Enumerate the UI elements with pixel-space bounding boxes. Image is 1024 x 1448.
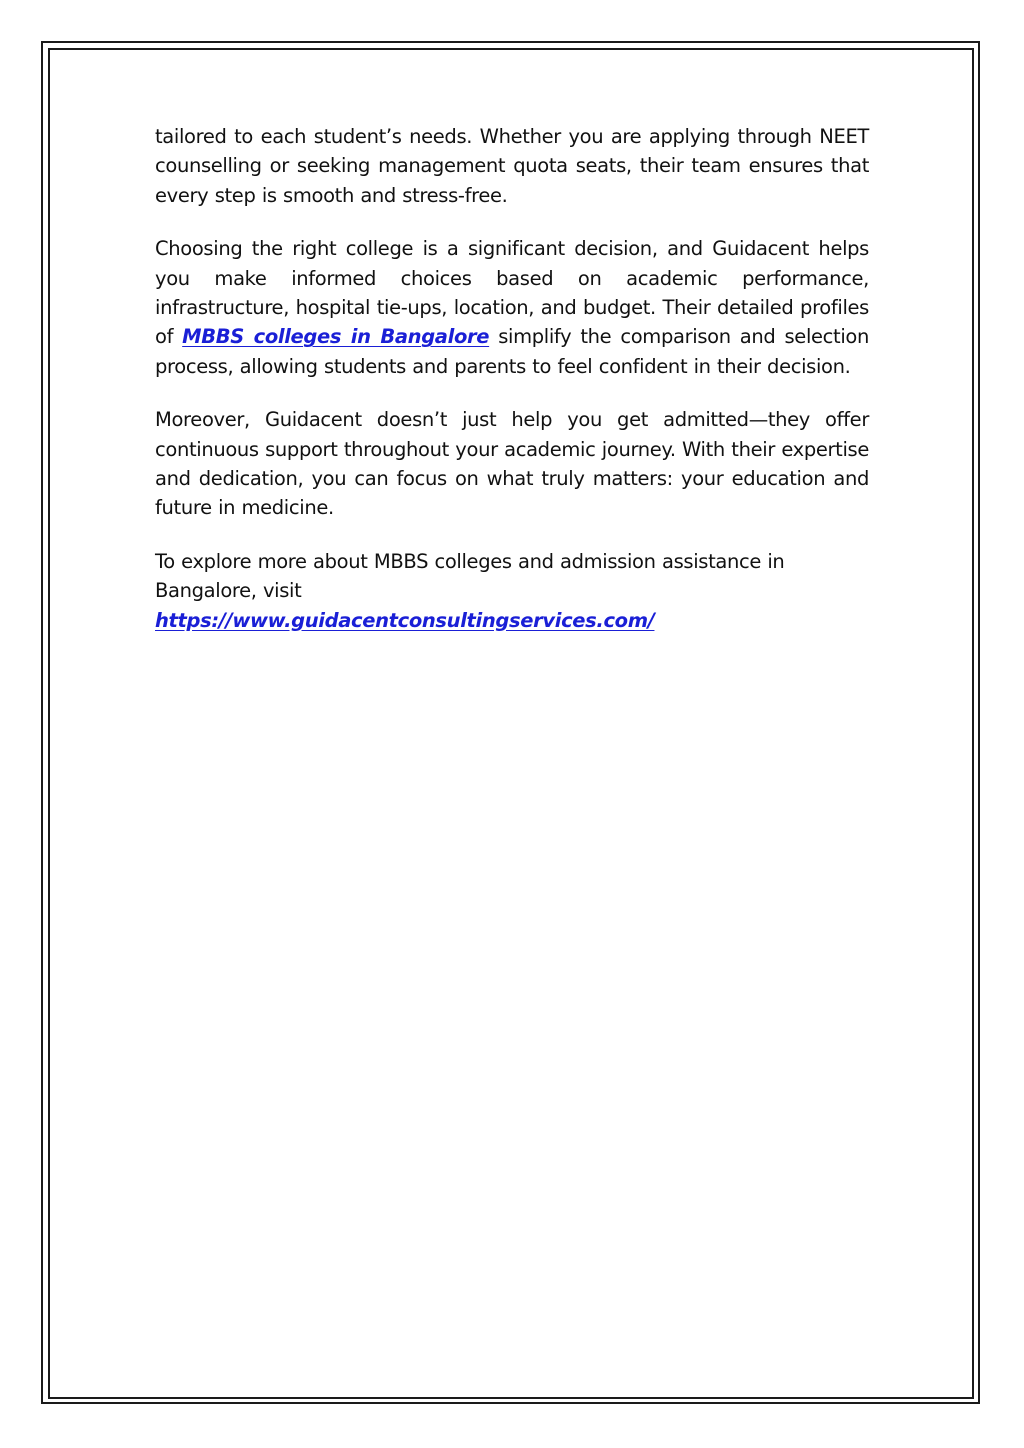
document-body bbox=[155, 122, 869, 659]
paragraph-3: Moreover, Guidacent doesn’t just help you get admitted—they offer continuous support throughout your academic journey. With their expertise and dedication, you can focus on what truly matters: your education and future in medicine. bbox=[155, 408, 869, 520]
website-url-link[interactable]: https://www.guidacentconsultingservices.com/ bbox=[155, 608, 655, 632]
paragraph-2-text-before: Choosing the right college is a significant decision, and Guidacent helps you make informed choices based on academic performance, infrastructure, hospital tie-ups, location, and budget. Their detailed profiles of bbox=[155, 237, 869, 349]
paragraph-2 bbox=[155, 234, 869, 381]
paragraph-4 bbox=[155, 547, 869, 635]
paragraph-4-text: To explore more about MBBS colleges and admission assistance in Bangalore, visit bbox=[155, 549, 785, 603]
mbbs-colleges-link[interactable]: MBBS colleges in Bangalore bbox=[182, 325, 490, 349]
paragraph-2-text-after: simplify the comparison and selection process, allowing students and parents to feel confident in their decision. bbox=[155, 325, 869, 378]
paragraph-1: tailored to each student’s needs. Whether you are applying through NEET counselling or seeking management quota seats, their team ensures that every step is smooth and stress-free. bbox=[155, 125, 869, 207]
